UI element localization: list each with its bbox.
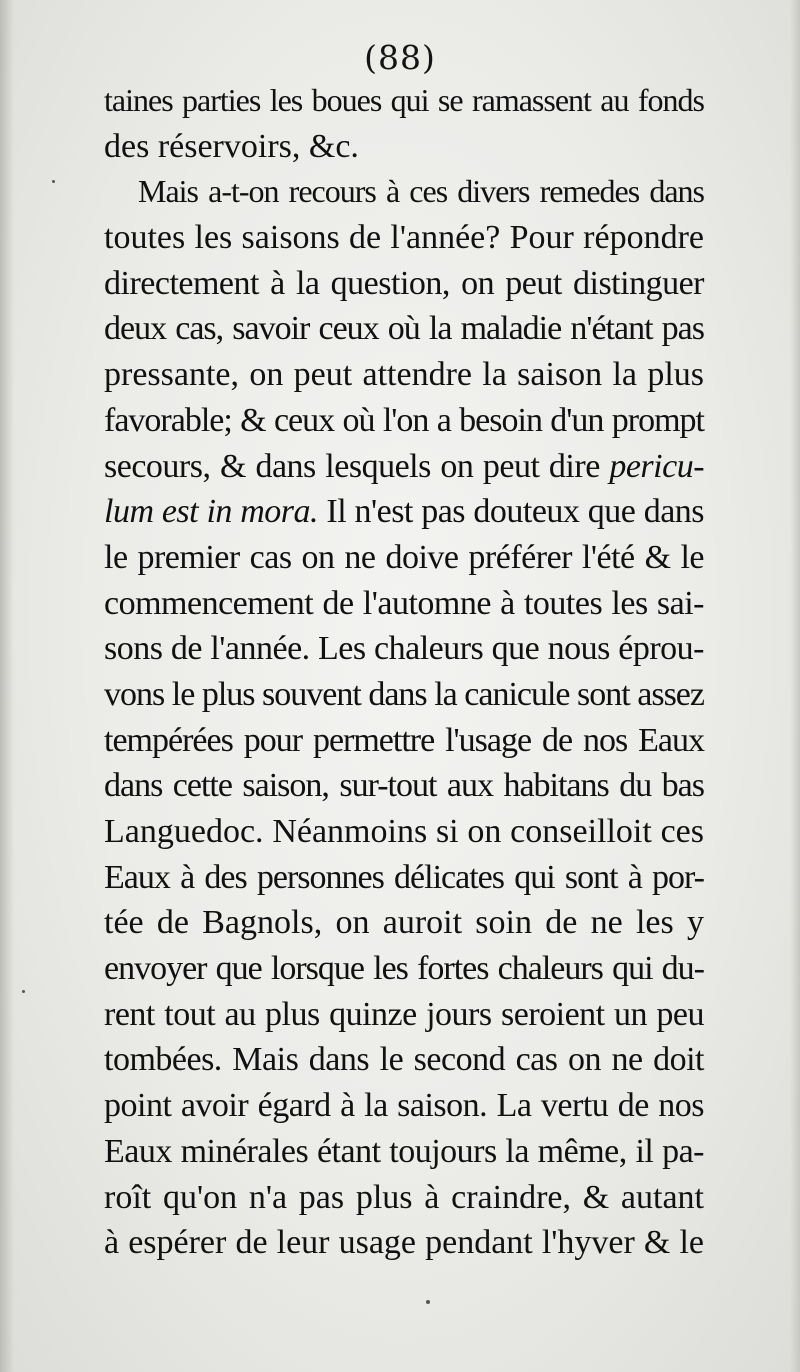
- page-edge-shadow-right: [790, 0, 800, 1372]
- text-line-9-roman: secours, & dans lesquels on peut dire: [104, 447, 600, 485]
- text-line-23: point avoir égard à la saison. La vertu de nos: [104, 1087, 704, 1125]
- text-line-17: Languedoc. Néanmoins si on conseilloit ces: [104, 813, 704, 850]
- text-line-25: roît qu'on n'a pas plus à craindre, & autant: [104, 1178, 704, 1216]
- text-line-7: pressante, on peut attendre la saison la plus: [104, 356, 704, 394]
- text-line-10: [104, 489, 704, 535]
- text-line-4: toutes les saisons de l'année? Pour répondre: [104, 219, 704, 257]
- text-line-14: vons le plus souvent dans la canicule sont assez: [104, 675, 704, 713]
- text-line-26: à espérer de leur usage pendant l'hyver & le: [104, 1224, 704, 1262]
- text-line-22: tombées. Mais dans le second cas on ne doit: [104, 1041, 704, 1079]
- ink-speck: [426, 1300, 430, 1304]
- text-line-19: tée de Bagnols, on auroit soin de ne les y: [104, 904, 704, 942]
- text-line-2: des réservoirs, &c.: [104, 127, 359, 165]
- ink-speck: [22, 990, 25, 993]
- italic-periculum-start: pericu-: [609, 447, 705, 485]
- text-line-10-rest: Il n'est pas douteux que dans: [326, 493, 705, 531]
- italic-periculum-end: lum est in mora.: [104, 493, 319, 531]
- text-line-13: sons de l'année. Les chaleurs que nous éprou-: [104, 630, 704, 668]
- text-line-16: dans cette saison, sur-tout aux habitans du bas: [104, 767, 704, 805]
- ink-speck: [52, 180, 55, 183]
- text-line-12: commencement de l'automne à toutes les sai-: [104, 584, 704, 622]
- text-line-5: directement à la question, on peut distinguer: [104, 264, 704, 302]
- text-line-1: taines parties les boues qui se ramassent au fonds: [104, 82, 704, 118]
- text-line-9: [104, 444, 704, 490]
- text-line-15: tempérées pour permettre l'usage de nos Eaux: [104, 721, 704, 759]
- text-line-11: le premier cas on ne doive préférer l'été & le: [104, 538, 704, 576]
- text-line-8: favorable; & ceux où l'on a besoin d'un prompt: [104, 401, 704, 439]
- page-number: (88): [364, 38, 436, 77]
- text-line-6: deux cas, savoir ceux où la maladie n'étant pas: [104, 310, 704, 348]
- text-line-21: rent tout au plus quinze jours seroient un peu: [104, 995, 704, 1033]
- text-line-18: Eaux à des personnes délicates qui sont à por-: [104, 858, 704, 896]
- body-text: [104, 78, 704, 1266]
- text-line-20: envoyer que lorsque les fortes chaleurs qui du-: [104, 950, 704, 988]
- page-edge-shadow-left: [0, 0, 14, 1372]
- text-line-24: Eaux minérales étant toujours la même, il pa-: [104, 1132, 704, 1170]
- text-line-3: Mais a-t-on recours à ces divers remedes dans: [138, 173, 704, 210]
